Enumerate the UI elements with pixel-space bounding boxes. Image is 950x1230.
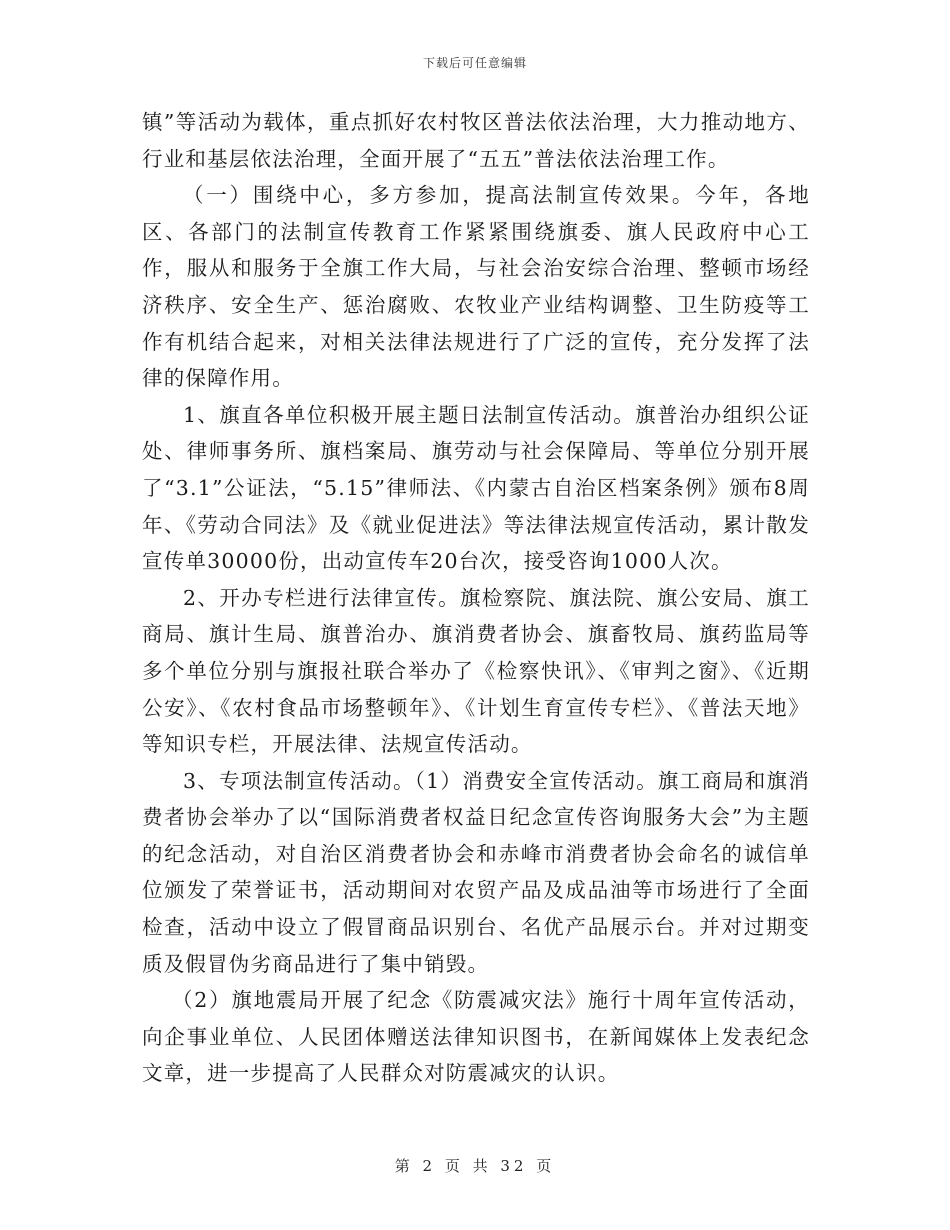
- paragraph-item-3: 3、专项法制宣传活动。（1）消费安全宣传活动。旗工商局和旗消费者协会举办了以“国际消费者权益日纪念宣传咨询服务大会”为主题的纪念活动，对自治区消费者协会和赤峰市消费者协会命名的诚信单位颁发了荣誉证书，活动期间对农贸产品及成品油等市场进行了全面检查，活动中设立了假冒商品识别台、名优产品展示台。并对过期变质及假冒伪劣商品进行了集中销毁。: [142, 768, 810, 976]
- document-body: [142, 104, 810, 1092]
- paragraph-item-1: 1、旗直各单位积极开展主题日法制宣传活动。旗普治办组织公证处、律师事务所、旗档案局、旗劳动与社会保障局、等单位分别开展了“3.1”公证法，“5.15”律师法、《内蒙古自治区档案条例》颁布8周年、《劳动合同法》及《就业促进法》等法律法规宣传活动，累计散发宣传单30000份，出动宣传车20台次，接受咨询1000人次。: [142, 402, 810, 574]
- paragraph-section-one: （一）围绕中心，多方参加，提高法制宣传效果。今年，各地区、各部门的法制宣传教育工作紧紧围绕旗委、旗人民政府中心工作，服从和服务于全旗工作大局，与社会治安综合治理、整顿市场经济秩序、安全生产、惩治腐败、农牧业产业结构调整、卫生防疫等工作有机结合起来，对相关法律法规进行了广泛的宣传，充分发挥了法律的保障作用。: [142, 183, 810, 391]
- paragraph-continuation: 镇”等活动为载体，重点抓好农村牧区普法依法治理，大力推动地方、行业和基层依法治理，全面开展了“五五”普法依法治理工作。: [142, 110, 810, 171]
- paragraph-item-2: 2、开办专栏进行法律宣传。旗检察院、旗法院、旗公安局、旗工商局、旗计生局、旗普治办、旗消费者协会、旗畜牧局、旗药监局等多个单位分别与旗报社联合举办了《检察快讯》、《审判之窗》、《近期公安》、《农村食品市场整顿年》、《计划生育宣传专栏》、《普法天地》等知识专栏，开展法律、法规宣传活动。: [142, 585, 810, 757]
- page-header: 下载后可任意编辑: [422, 56, 527, 70]
- paragraph-item-3-2: （2）旗地震局开展了纪念《防震减灾法》施行十周年宣传活动，向企事业单位、人民团体赠送法律知识图书，在新闻媒体上发表纪念文章，进一步提高了人民群众对防震减灾的认识。: [142, 988, 810, 1086]
- page-number-footer: 第 2 页 共 32 页: [394, 1157, 556, 1175]
